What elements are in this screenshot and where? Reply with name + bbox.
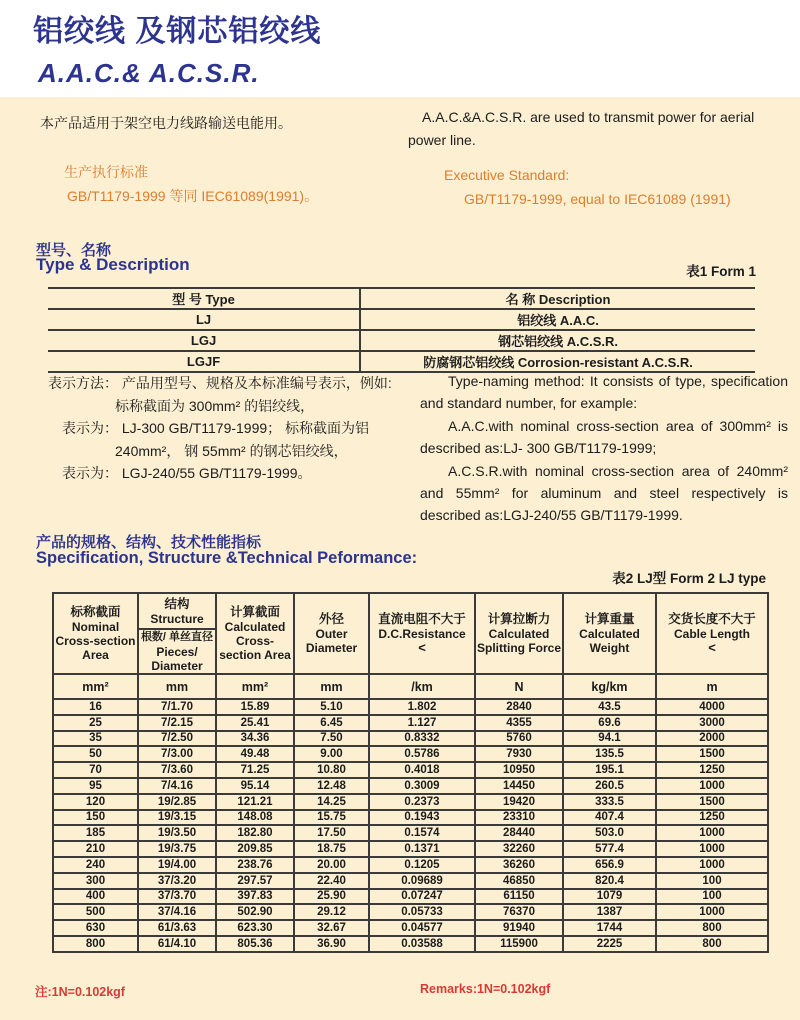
spec-table-cell: 91940 [475, 920, 563, 936]
spec-table-cell: 29.12 [294, 904, 369, 920]
spec-table-cell: 1.802 [369, 699, 475, 715]
spec-table-cell: 25 [53, 715, 138, 731]
spec-table-cell: 115900 [475, 936, 563, 952]
col-outer-diameter: 外径 Outer Diameter [294, 593, 369, 674]
col-structure-sub: 根数/ 单丝直径 Pieces/ Diameter [138, 629, 216, 674]
spec-table-cell: 0.09689 [369, 873, 475, 889]
type-description-table [48, 287, 755, 373]
spec-table-cell: 297.57 [216, 873, 294, 889]
spec-table-cell: 22.40 [294, 873, 369, 889]
spec-table-cell: 19/2.85 [138, 794, 216, 810]
naming-method-en-paragraph: Type-naming method: It consists of type, specification and standard number, for example: [420, 373, 788, 412]
spec-table-cell: 61/4.10 [138, 936, 216, 952]
spec-table-cell: 2225 [563, 936, 656, 952]
spec-table-cell: 0.04577 [369, 920, 475, 936]
form2-label: 表2 LJ型 Form 2 LJ type [612, 571, 766, 586]
type-table-header-type: 型 号 Type [48, 288, 360, 309]
spec-table-cell: 7/3.60 [138, 762, 216, 778]
spec-table-cell: 6.45 [294, 715, 369, 731]
spec-table-cell: 95.14 [216, 778, 294, 794]
spec-table-cell: 0.07247 [369, 889, 475, 905]
spec-table-cell: 28440 [475, 825, 563, 841]
spec-table-cell: 3000 [656, 715, 768, 731]
spec-table-cell: 18.75 [294, 841, 369, 857]
spec-table-cell: 9.00 [294, 746, 369, 762]
unit-cell: kg/km [563, 674, 656, 699]
spec-table-cell: 4355 [475, 715, 563, 731]
less-than-symbol: < [418, 640, 426, 655]
spec-table-cell: 407.4 [563, 810, 656, 826]
spec-table-cell: 2000 [656, 731, 768, 747]
spec-table-cell: 1000 [656, 857, 768, 873]
standard-label-zh: 生产执行标准 [64, 164, 148, 180]
spec-table-cell: 35 [53, 731, 138, 747]
naming-method-zh-line: 表示为： LGJ-240/55 GB/T1179-1999。 [62, 465, 312, 481]
unit-cell: mm² [216, 674, 294, 699]
spec-table-cell: 1079 [563, 889, 656, 905]
spec-table-cell: 25.90 [294, 889, 369, 905]
spec-table-units-row [53, 674, 768, 699]
spec-table-row [53, 794, 768, 810]
spec-table-cell: 333.5 [563, 794, 656, 810]
type-table-row [48, 330, 755, 351]
spec-table-cell: 61/3.63 [138, 920, 216, 936]
spec-table-cell: 16 [53, 699, 138, 715]
spec-table-row [53, 731, 768, 747]
spec-table-cell: 34.36 [216, 731, 294, 747]
standard-value-zh: GB/T1179-1999 等同 IEC61089(1991)。 [67, 188, 319, 204]
spec-table-cell: 577.4 [563, 841, 656, 857]
spec-table-cell: 19/3.75 [138, 841, 216, 857]
naming-method-en-paragraph: A.A.C.with nominal cross-section area of 300mm² is described as:LJ- 300 GB/T1179-1999; [420, 417, 788, 457]
naming-method-zh [48, 372, 408, 485]
standard-label-en: Executive Standard: [444, 167, 570, 183]
spec-table-row [53, 904, 768, 920]
footer-note-en: Remarks:1N=0.102kgf [420, 982, 551, 996]
spec-table-cell: 210 [53, 841, 138, 857]
spec-table-row [53, 778, 768, 794]
spec-table-cell: 76370 [475, 904, 563, 920]
spec-table-cell: 182.80 [216, 825, 294, 841]
spec-table-cell: 10950 [475, 762, 563, 778]
spec-table-cell: 95 [53, 778, 138, 794]
spec-table-cell: 94.1 [563, 731, 656, 747]
col-structure: 结构 Structure [138, 593, 216, 629]
spec-table-cell: 7930 [475, 746, 563, 762]
type-table-cell: 防腐钢芯铝绞线 Corrosion-resistant A.C.S.R. [360, 351, 755, 372]
spec-table-row [53, 810, 768, 826]
spec-table-cell: 0.3009 [369, 778, 475, 794]
naming-method-en-paragraph: A.C.S.R.with nominal cross-section area of 240mm² and 55mm² for aluminum and steel respectively is described as:LGJ-240/55 GB/T1179-1999. [420, 462, 788, 524]
spec-table-cell: 61150 [475, 889, 563, 905]
spec-table-cell: 0.03588 [369, 936, 475, 952]
spec-table-cell: 260.5 [563, 778, 656, 794]
spec-table-cell: 805.36 [216, 936, 294, 952]
section1-heading-en: Type & Description [36, 255, 190, 274]
spec-table-cell: 0.1943 [369, 810, 475, 826]
spec-table-cell: 25.41 [216, 715, 294, 731]
spec-table-cell: 630 [53, 920, 138, 936]
spec-table-cell: 7/4.16 [138, 778, 216, 794]
spec-table-cell: 800 [656, 936, 768, 952]
spec-table-cell: 7/1.70 [138, 699, 216, 715]
spec-table-cell: 502.90 [216, 904, 294, 920]
unit-cell: N [475, 674, 563, 699]
unit-cell: mm² [53, 674, 138, 699]
spec-table-row [53, 762, 768, 778]
spec-table-cell: 820.4 [563, 873, 656, 889]
spec-table-cell: 100 [656, 873, 768, 889]
type-table-cell: LGJF [48, 351, 360, 372]
section2-heading-en: Specification, Structure &Technical Peformance: [36, 549, 418, 567]
spec-table-cell: 800 [656, 920, 768, 936]
spec-table-cell: 36260 [475, 857, 563, 873]
less-than-symbol: < [708, 640, 716, 655]
col-cable-length: 交货长度不大于 Cable Length < [656, 593, 768, 674]
spec-table-cell: 100 [656, 889, 768, 905]
spec-table-cell: 1250 [656, 810, 768, 826]
spec-table-cell: 23310 [475, 810, 563, 826]
spec-table-row [53, 841, 768, 857]
naming-method-zh-line: 表示方法： 产品用型号、规格及本标准编号表示，例如: [48, 375, 392, 391]
type-table-cell: LJ [48, 309, 360, 330]
spec-table-cell: 20.00 [294, 857, 369, 873]
footer-note-zh: 注:1N=0.102kgf [35, 985, 125, 999]
spec-table-cell: 69.6 [563, 715, 656, 731]
spec-table-cell: 623.30 [216, 920, 294, 936]
form1-label: 表1 Form 1 [686, 264, 756, 279]
type-table-row [48, 351, 755, 372]
spec-table-cell: 120 [53, 794, 138, 810]
page-title-en: A.A.C.& A.C.S.R. [38, 58, 260, 88]
spec-table-cell: 150 [53, 810, 138, 826]
type-table-header-description: 名 称 Description [360, 288, 755, 309]
naming-method-zh-line: 240mm²， 钢 55mm² 的钢芯铝绞线， [115, 442, 348, 459]
spec-table-cell: 46850 [475, 873, 563, 889]
spec-table-row [53, 889, 768, 905]
spec-table-row [53, 857, 768, 873]
spec-table-row [53, 936, 768, 952]
spec-table-cell: 0.05733 [369, 904, 475, 920]
spec-table-cell: 19/3.15 [138, 810, 216, 826]
section2-heading-zh: 产品的规格、结构、技术性能指标 [36, 534, 262, 551]
spec-table-cell: 0.8332 [369, 731, 475, 747]
specification-table [52, 592, 769, 953]
spec-table-cell: 36.90 [294, 936, 369, 952]
col-calculated-weight: 计算重量 Calculated Weight [563, 593, 656, 674]
spec-table-cell: 135.5 [563, 746, 656, 762]
spec-table-cell: 15.75 [294, 810, 369, 826]
col-nominal-area: 标称截面 Nominal Cross-section Area [53, 593, 138, 674]
spec-table-cell: 12.48 [294, 778, 369, 794]
spec-table-cell: 70 [53, 762, 138, 778]
spec-table-cell: 15.89 [216, 699, 294, 715]
spec-table-cell: 2840 [475, 699, 563, 715]
spec-table-cell: 800 [53, 936, 138, 952]
spec-table-cell: 1000 [656, 778, 768, 794]
spec-table-cell: 17.50 [294, 825, 369, 841]
spec-table-cell: 240 [53, 857, 138, 873]
spec-table-cell: 43.5 [563, 699, 656, 715]
spec-table-cell: 5760 [475, 731, 563, 747]
type-table-row [48, 309, 755, 330]
type-table-cell: 钢芯铝绞线 A.C.S.R. [360, 330, 755, 351]
spec-table-cell: 5.10 [294, 699, 369, 715]
spec-table-cell: 0.2373 [369, 794, 475, 810]
spec-table-cell: 32.67 [294, 920, 369, 936]
spec-table-cell: 71.25 [216, 762, 294, 778]
spec-table-cell: 238.76 [216, 857, 294, 873]
spec-table-cell: 1500 [656, 746, 768, 762]
page-title-zh: 铝绞线 及钢芯铝绞线 [33, 15, 322, 48]
naming-method-en [420, 370, 788, 527]
spec-table-cell: 1744 [563, 920, 656, 936]
spec-table-cell: 300 [53, 873, 138, 889]
spec-table-row [53, 699, 768, 715]
spec-table-cell: 14.25 [294, 794, 369, 810]
spec-table-cell: 1387 [563, 904, 656, 920]
spec-table-cell: 7/2.15 [138, 715, 216, 731]
spec-table-cell: 37/4.16 [138, 904, 216, 920]
naming-method-zh-line: 标称截面为 300mm² 的铝绞线， [115, 397, 315, 414]
spec-table-cell: 185 [53, 825, 138, 841]
spec-table-cell: 37/3.70 [138, 889, 216, 905]
spec-table-row [53, 873, 768, 889]
standard-value-en: GB/T1179-1999, equal to IEC61089 (1991) [464, 191, 731, 207]
col-calculated-area: 计算截面 Calculated Cross- section Area [216, 593, 294, 674]
type-table-header-row [48, 288, 755, 309]
unit-cell: mm [138, 674, 216, 699]
spec-table-cell: 0.1205 [369, 857, 475, 873]
unit-cell: /km [369, 674, 475, 699]
spec-table-cell: 1500 [656, 794, 768, 810]
col-splitting-force: 计算拉断力 Calculated Splitting Force [475, 593, 563, 674]
spec-table-cell: 19420 [475, 794, 563, 810]
spec-table-cell: 0.4018 [369, 762, 475, 778]
spec-table-cell: 7/3.00 [138, 746, 216, 762]
spec-table-cell: 19/4.00 [138, 857, 216, 873]
spec-table-cell: 1250 [656, 762, 768, 778]
spec-table-cell: 209.85 [216, 841, 294, 857]
spec-table-cell: 50 [53, 746, 138, 762]
spec-table-row [53, 825, 768, 841]
unit-cell: m [656, 674, 768, 699]
intro-text-en: A.A.C.&A.C.S.R. are used to transmit power for aerial power line. [408, 109, 755, 149]
spec-table-cell: 503.0 [563, 825, 656, 841]
spec-table-cell: 1000 [656, 841, 768, 857]
spec-table-row [53, 746, 768, 762]
spec-table-cell: 32260 [475, 841, 563, 857]
unit-cell: mm [294, 674, 369, 699]
naming-method-zh-line: 表示为： LJ-300 GB/T1179-1999； 标称截面为铝 [62, 420, 370, 436]
spec-table-cell: 397.83 [216, 889, 294, 905]
spec-table-cell: 121.21 [216, 794, 294, 810]
spec-table-cell: 0.5786 [369, 746, 475, 762]
spec-table-cell: 656.9 [563, 857, 656, 873]
spec-table-cell: 14450 [475, 778, 563, 794]
spec-table-cell: 195.1 [563, 762, 656, 778]
section1-heading-zh: 型号、名称 [36, 242, 112, 259]
spec-table-cell: 148.08 [216, 810, 294, 826]
spec-table-cell: 500 [53, 904, 138, 920]
spec-table-cell: 4000 [656, 699, 768, 715]
spec-table-cell: 7.50 [294, 731, 369, 747]
type-table-cell: LGJ [48, 330, 360, 351]
spec-table-cell: 37/3.20 [138, 873, 216, 889]
intro-text-zh: 本产品适用于架空电力线路输送电能用。 [40, 115, 292, 131]
col-dc-resistance: 直流电阻不大于 D.C.Resistance < [369, 593, 475, 674]
spec-table-cell: 0.1574 [369, 825, 475, 841]
spec-table-cell: 0.1371 [369, 841, 475, 857]
spec-table-cell: 7/2.50 [138, 731, 216, 747]
spec-table-cell: 49.48 [216, 746, 294, 762]
spec-table-row [53, 920, 768, 936]
spec-table-cell: 1000 [656, 904, 768, 920]
spec-table-cell: 1.127 [369, 715, 475, 731]
spec-table-row [53, 715, 768, 731]
type-table-cell: 铝绞线 A.A.C. [360, 309, 755, 330]
spec-table-header-row-1 [53, 593, 768, 629]
spec-table-cell: 1000 [656, 825, 768, 841]
spec-table-cell: 10.80 [294, 762, 369, 778]
spec-table-cell: 400 [53, 889, 138, 905]
spec-table-cell: 19/3.50 [138, 825, 216, 841]
